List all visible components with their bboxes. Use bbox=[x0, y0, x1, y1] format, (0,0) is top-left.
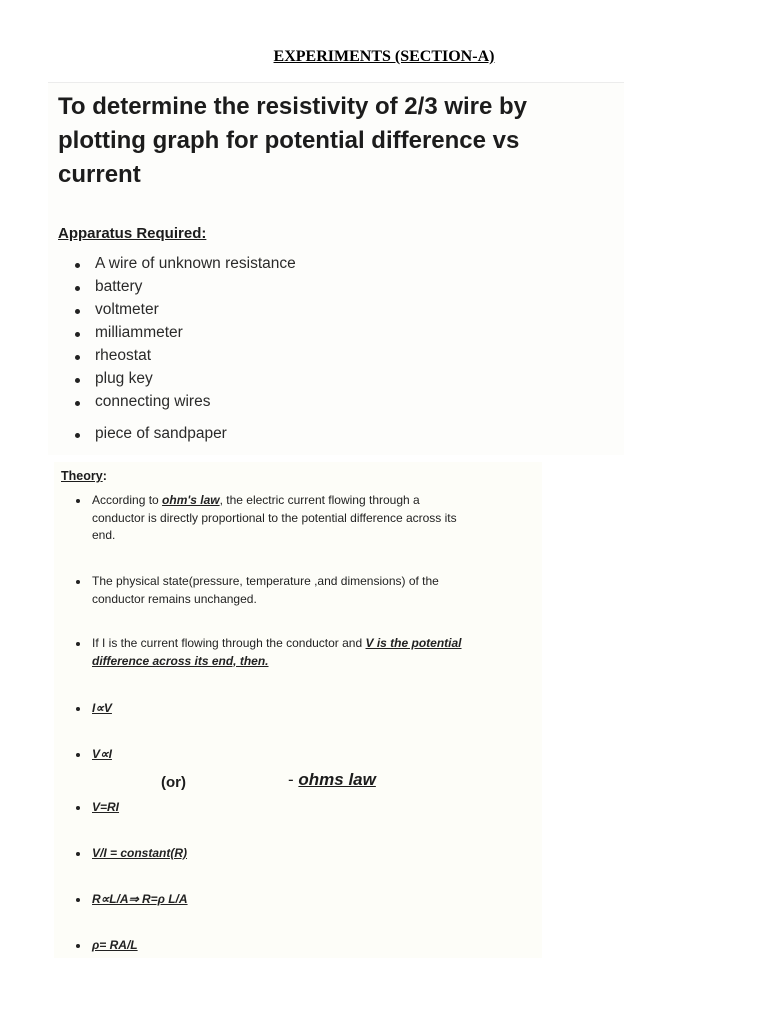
bullet-icon bbox=[76, 944, 80, 948]
bullet-icon bbox=[75, 286, 80, 291]
section-header: EXPERIMENTS (SECTION-A) bbox=[273, 48, 495, 65]
bullet-icon bbox=[76, 580, 80, 584]
formula-item: V=RI bbox=[92, 799, 119, 817]
bullet-icon bbox=[75, 433, 80, 438]
apparatus-heading: Apparatus Required: bbox=[58, 225, 207, 242]
formula-item: V/I = constant(R) bbox=[92, 845, 187, 863]
bullet-icon bbox=[75, 263, 80, 268]
formula-item: R∝L/A⇒ R=ρ L/A bbox=[92, 891, 188, 909]
formula-item: ρ= RA/L bbox=[92, 937, 138, 955]
bullet-icon bbox=[75, 332, 80, 337]
or-label: (or) bbox=[161, 774, 186, 791]
bullet-icon bbox=[75, 309, 80, 314]
theory-point-current: If I is the current flowing through the conductor and V is the potential difference across its end, then. bbox=[92, 635, 542, 670]
bullet-icon bbox=[76, 852, 80, 856]
bullet-icon bbox=[75, 378, 80, 383]
formula-item: V∝I bbox=[92, 746, 112, 764]
bullet-icon bbox=[76, 499, 80, 503]
bullet-icon bbox=[75, 401, 80, 406]
bullet-icon bbox=[76, 707, 80, 711]
theory-point-ohms-law: According to ohm's law, the electric current flowing through a conductor is directly proportional to the potential difference across its end. bbox=[92, 492, 542, 545]
bullet-icon bbox=[76, 642, 80, 646]
bullet-icon bbox=[76, 753, 80, 757]
bullet-icon bbox=[75, 355, 80, 360]
bullet-icon bbox=[76, 806, 80, 810]
theory-point-physical-state: The physical state(pressure, temperature ,and dimensions) of the conductor remains unchanged. bbox=[92, 573, 542, 608]
theory-heading: Theory: bbox=[61, 469, 107, 483]
formula-item: I∝V bbox=[92, 700, 112, 718]
bullet-icon bbox=[76, 898, 80, 902]
page-title: To determine the resistivity of 2/3 wire by plotting graph for potential difference vs current bbox=[58, 93, 528, 188]
ohms-law-label: - ohms law bbox=[288, 770, 376, 789]
